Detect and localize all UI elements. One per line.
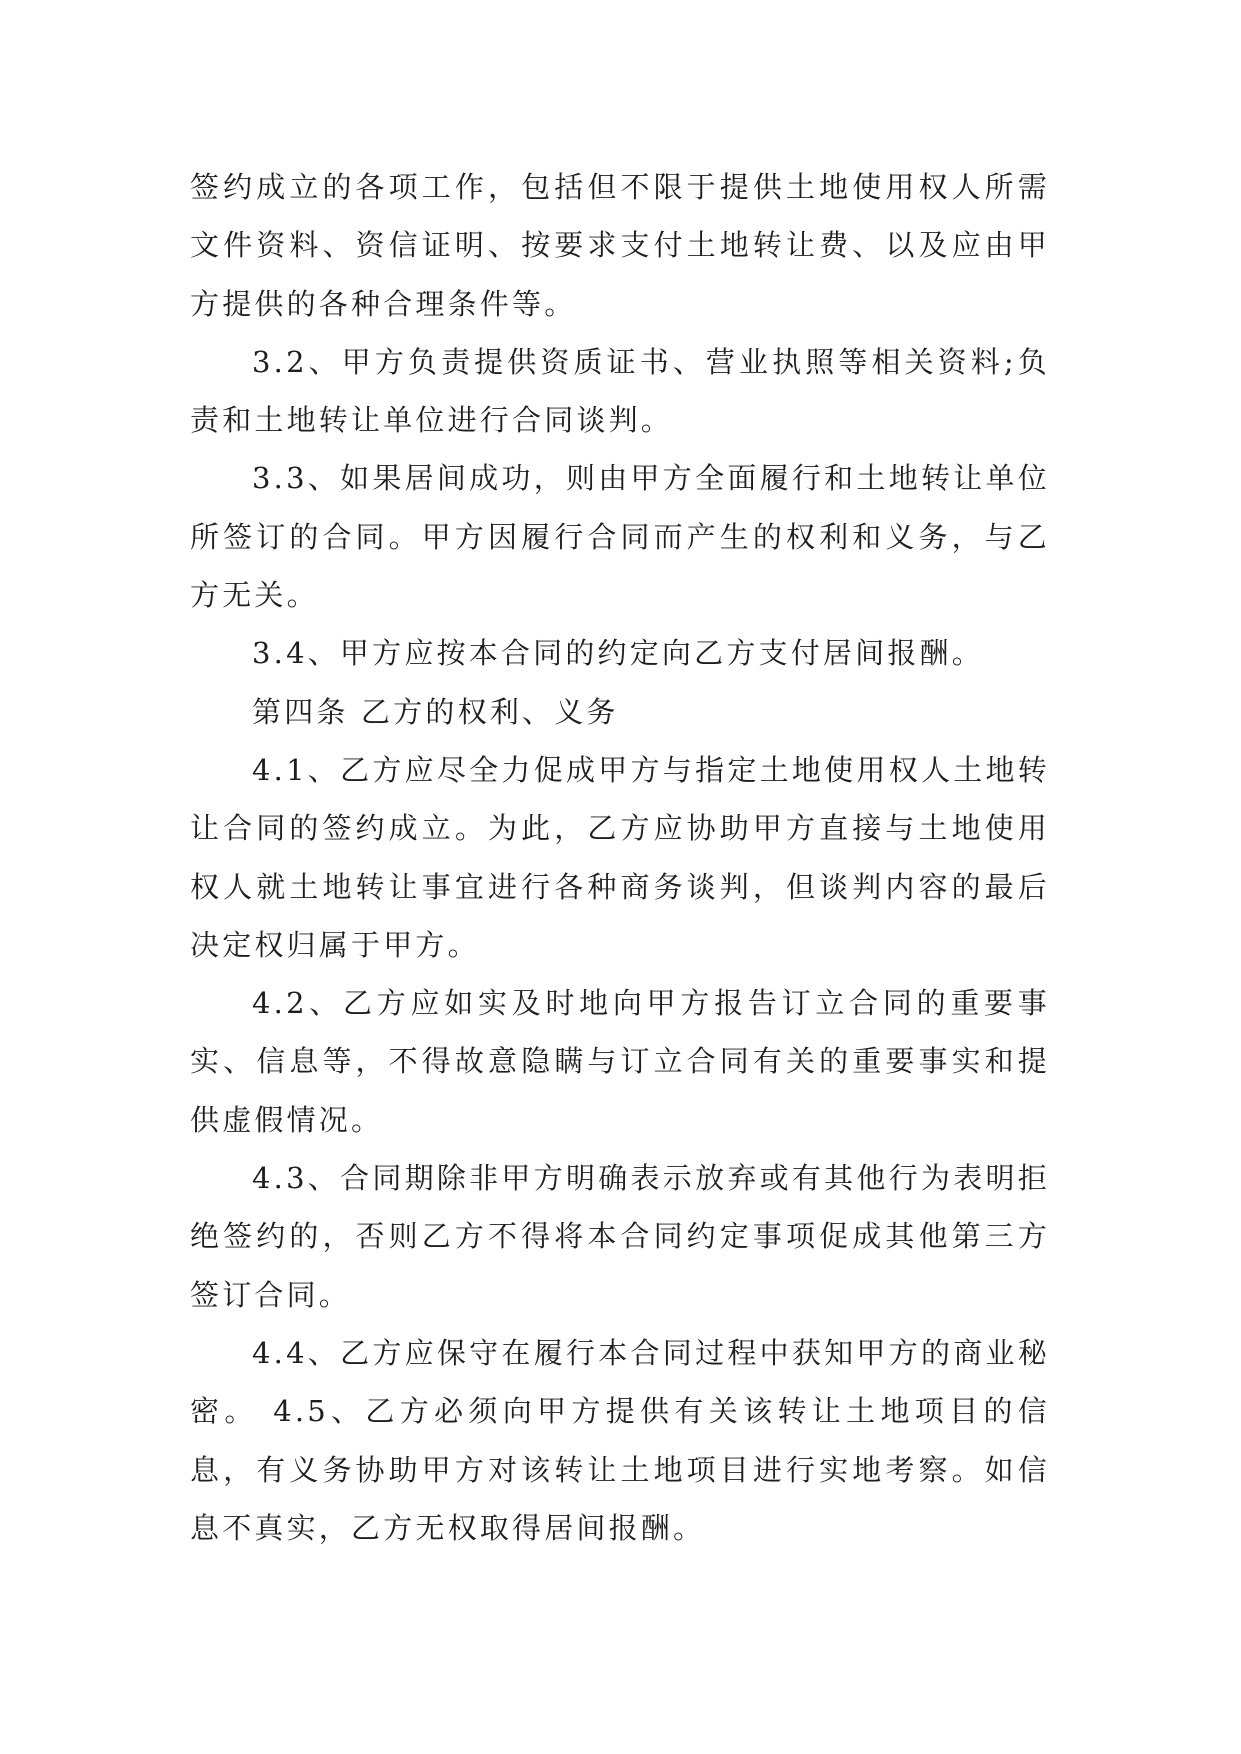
paragraph-clause-4-2: 4.2、乙方应如实及时地向甲方报告订立合同的重要事实、信息等，不得故意隐瞒与订立合同有关的重要事实和提供虚假情况。 — [190, 986, 1050, 1137]
paragraph-clause-3-2: 3.2、甲方负责提供资质证书、营业执照等相关资料;负责和土地转让单位进行合同谈判。 — [190, 344, 1050, 438]
paragraph-clause-4-1: 4.1、乙方应尽全力促成甲方与指定土地使用权人土地转让合同的签约成立。为此，乙方应协助甲方直接与土地使用权人就土地转让事宜进行各种商务谈判，但谈判内容的最后决定权归属于甲方。 — [190, 752, 1050, 962]
paragraph-clause-4-3: 4.3、合同期除非甲方明确表示放弃或有其他行为表明拒绝签约的，否则乙方不得将本合同约定事项促成其他第三方签订合同。 — [190, 1161, 1050, 1312]
document-body — [190, 158, 1050, 1557]
paragraph-clause-3-4: 3.4、甲方应按本合同的约定向乙方支付居间报酬。 — [252, 636, 984, 671]
paragraph-continuation: 签约成立的各项工作，包括但不限于提供土地使用权人所需文件资料、资信证明、按要求支付土地转让费、以及应由甲方提供的各种合理条件等。 — [190, 170, 1050, 321]
paragraph-clause-3-3: 3.3、如果居间成功，则由甲方全面履行和土地转让单位所签订的合同。甲方因履行合同而产生的权利和义务，与乙方无关。 — [190, 461, 1050, 613]
article-heading-4: 第四条 乙方的权利、义务 — [252, 694, 619, 729]
paragraph-clause-4-4: 4.4、乙方应保守在履行本合同过程中获知甲方的商业秘密。 4.5、乙方必须向甲方提供有关该转让土地项目的信息，有义务协助甲方对该转让土地项目进行实地考察。如信息不真实，乙方无权取得居间报酬。 — [190, 1335, 1050, 1545]
